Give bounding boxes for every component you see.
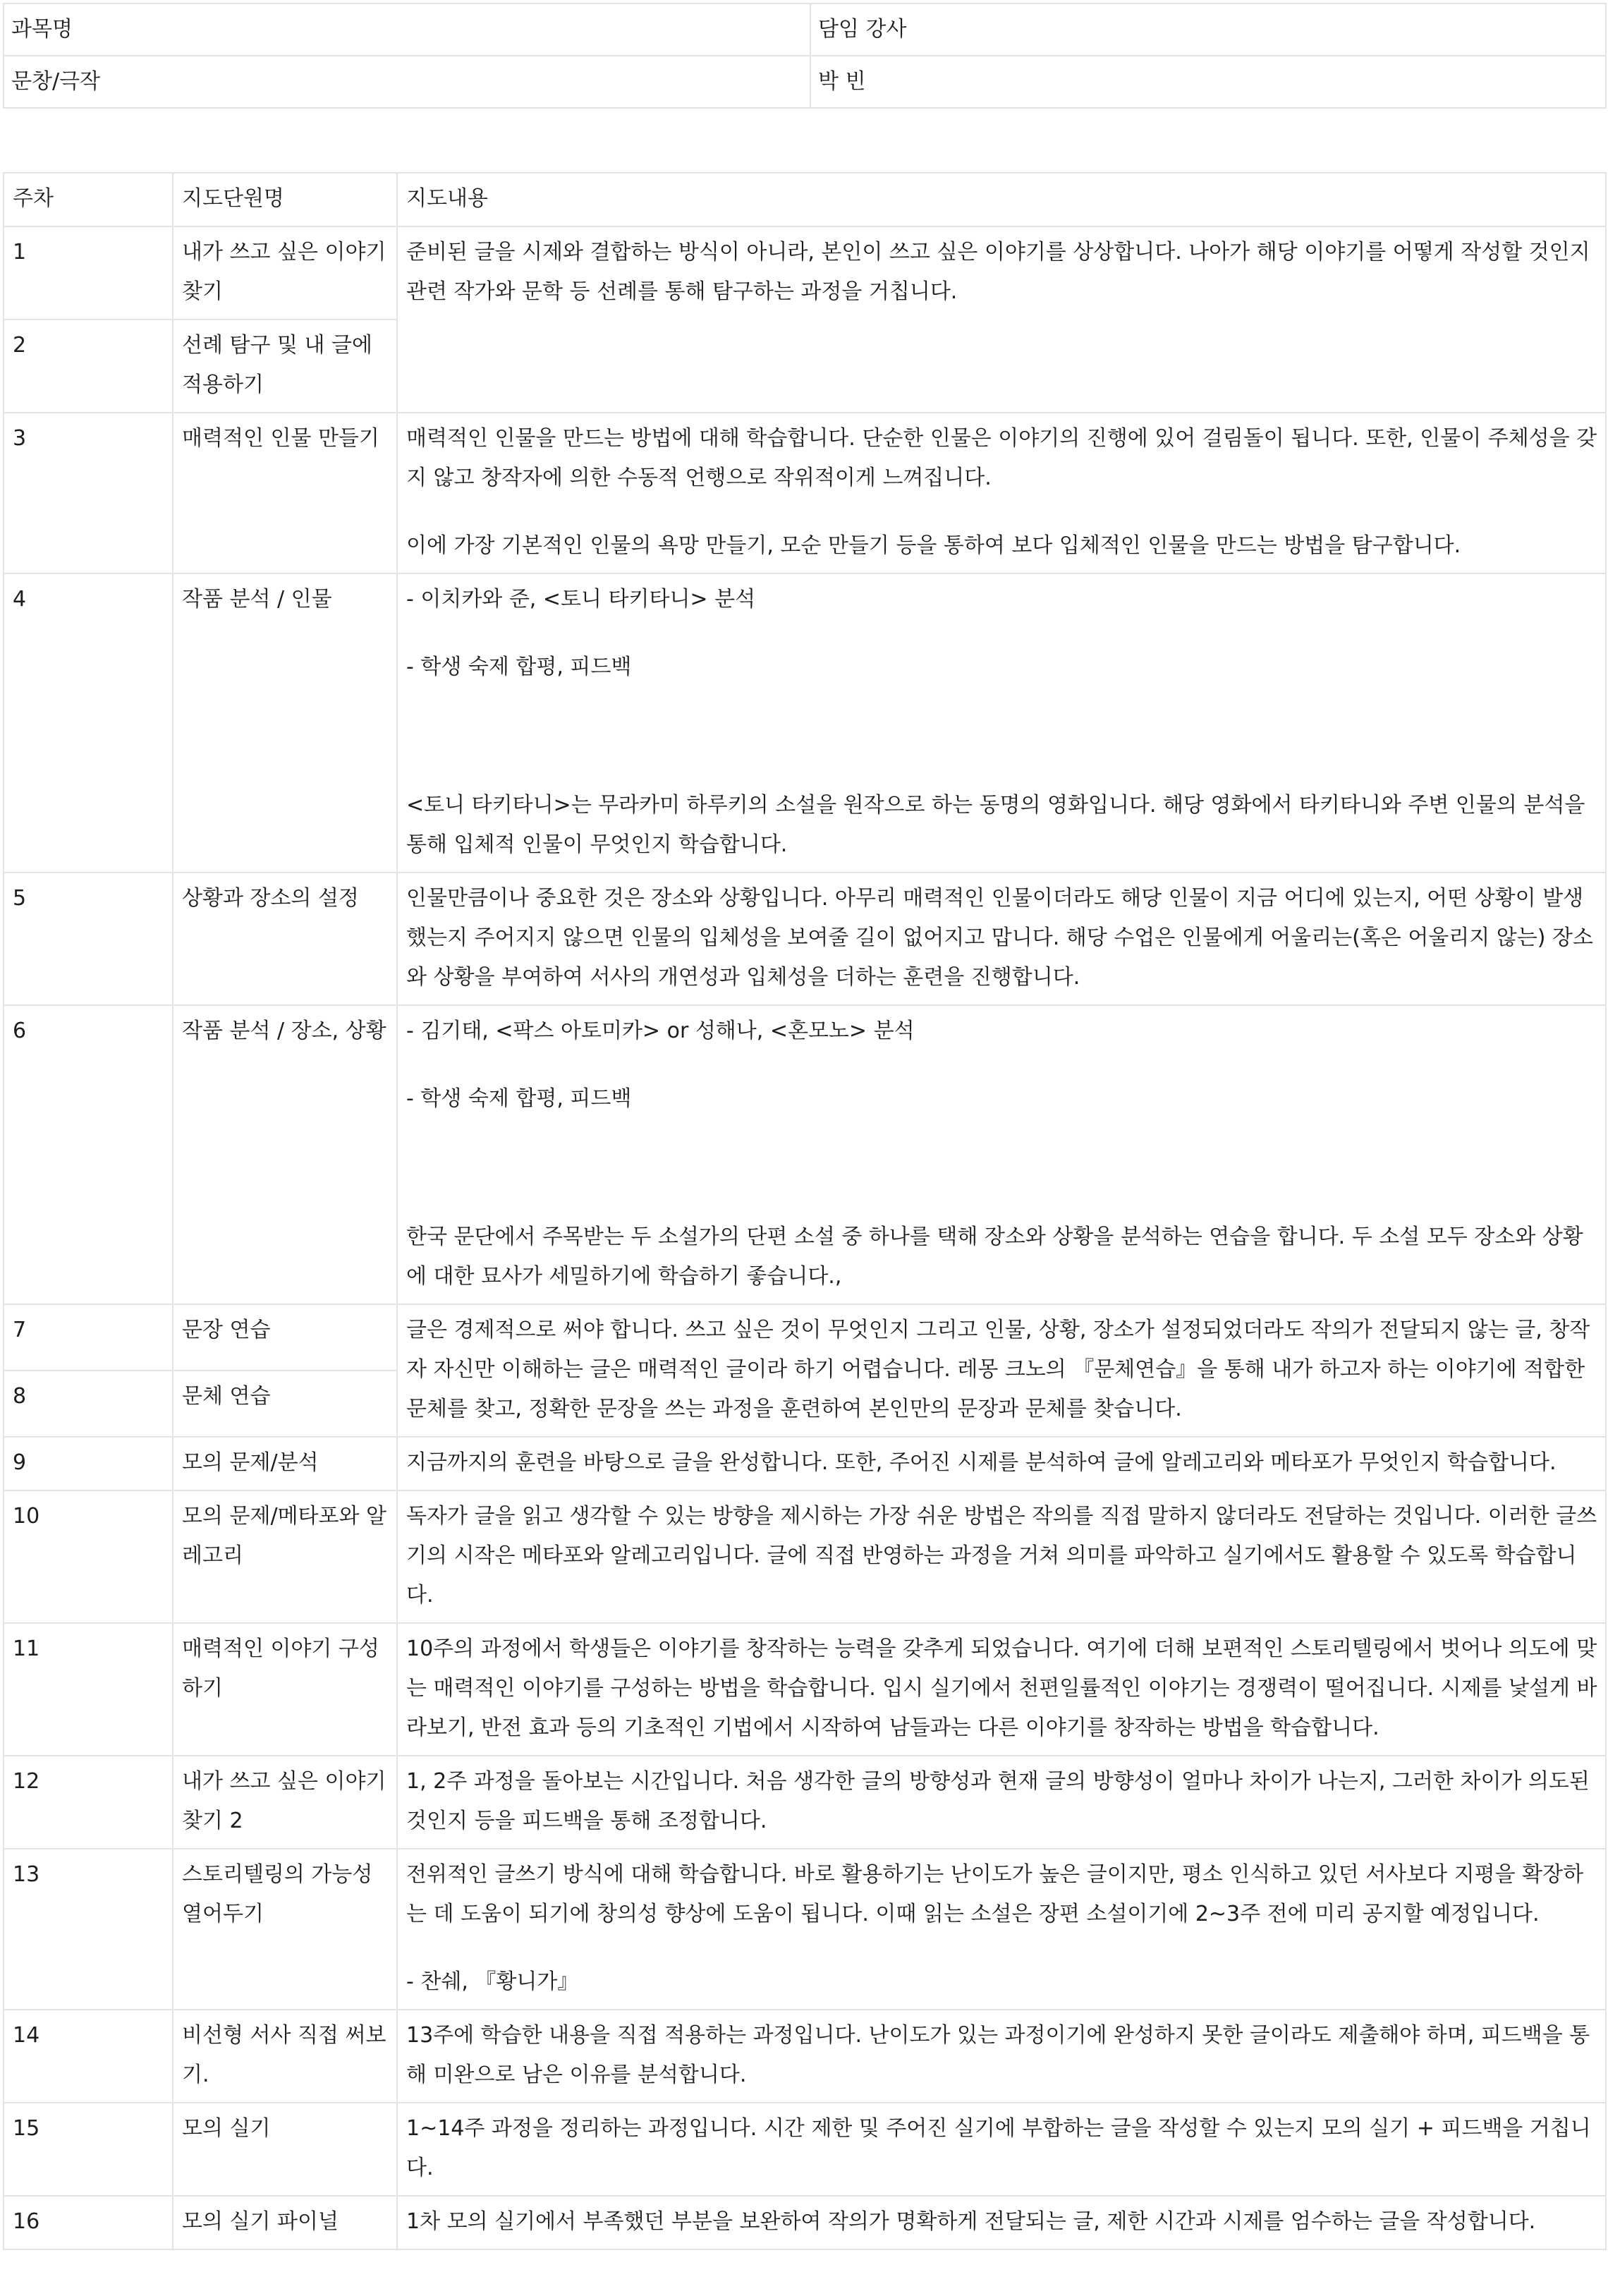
unit-cell: 모의 문제/분석 <box>173 1437 397 1490</box>
content-paragraph: <토니 타키타니>는 무라카미 하루키의 소설을 원작으로 하는 동명의 영화입니다. 해당 영화에서 타키타니와 주변 인물의 분석을 통해 입체적 인물이 무엇인지 학습합니다. <box>406 793 1585 857</box>
content-cell: 1차 모의 실기에서 부족했던 부분을 보완하여 작의가 명확하게 전달되는 글, 제한 시간과 시제를 엄수하는 글을 작성합니다. <box>397 2196 1606 2249</box>
table-row <box>4 1304 1606 1371</box>
content-paragraph: 매력적인 인물을 만드는 방법에 대해 학습합니다. 단순한 인물은 이야기의 진행에 있어 걸림돌이 됩니다. 또한, 인물이 주체성을 갖지 않고 창작자에 의한 수동적 언행으로 작위적이게 느껴집니다. <box>406 426 1597 490</box>
week-cell: 6 <box>4 1005 173 1304</box>
subject-value-cell: 문창/극작 <box>4 56 810 108</box>
week-cell: 15 <box>4 2103 173 2196</box>
unit-column-header: 지도단원명 <box>173 173 397 226</box>
content-cell: 지금까지의 훈련을 바탕으로 글을 완성합니다. 또한, 주어진 시제를 분석하여 글에 알레고리와 메타포가 무엇인지 학습합니다. <box>397 1437 1606 1490</box>
content-cell: 1~14주 과정을 정리하는 과정입니다. 시간 제한 및 주어진 실기에 부합하는 글을 작성할 수 있는지 모의 실기 + 피드백을 거칩니다. <box>397 2103 1606 2196</box>
content-cell <box>397 1849 1606 2010</box>
unit-cell: 스토리텔링의 가능성 열어두기 <box>173 1849 397 2010</box>
unit-cell: 문장 연습 <box>173 1304 397 1371</box>
content-cell: 준비된 글을 시제와 결합하는 방식이 아니라, 본인이 쓰고 싶은 이야기를 상상합니다. 나아가 해당 이야기를 어떻게 작성할 것인지 관련 작가와 문학 등 선례를 통해 탐구하는 과정을 거칩니다. <box>397 226 1606 413</box>
unit-cell: 작품 분석 / 인물 <box>173 573 397 873</box>
unit-cell: 내가 쓰고 싶은 이야기 찾기 <box>173 226 397 320</box>
week-column-header: 주차 <box>4 173 173 226</box>
unit-cell: 문체 연습 <box>173 1371 397 1437</box>
content-list-item: - 찬쉐, 『황니가』 <box>406 1969 579 1994</box>
course-info-value-row <box>4 56 1606 108</box>
content-cell: 인물만큼이나 중요한 것은 장소와 상황입니다. 아무리 매력적인 인물이더라도 해당 인물이 지금 어디에 있는지, 어떤 상황이 발생했는지 주어지지 않으면 인물의 입체성을 보여줄 길이 없어지고 맙니다. 해당 수업은 인물에게 어울리는(혹은 어울리지 않는) 장소와 상황을 부여하여 서사의 개연성과 입체성을 더하는 훈련을 진행합니다. <box>397 873 1606 1005</box>
week-cell: 12 <box>4 1756 173 1849</box>
table-row <box>4 1490 1606 1623</box>
week-cell: 13 <box>4 1849 173 2010</box>
week-cell: 10 <box>4 1490 173 1623</box>
content-list-item: - 학생 숙제 합평, 피드백 <box>406 1086 632 1111</box>
content-cell <box>397 413 1606 573</box>
table-row <box>4 413 1606 573</box>
course-info-header-row <box>4 4 1606 56</box>
content-cell: 1, 2주 과정을 돌아보는 시간입니다. 처음 생각한 글의 방향성과 현재 글의 방향성이 얼마나 차이가 나는지, 그러한 차이가 의도된 것인지 등을 피드백을 통해 조정합니다. <box>397 1756 1606 1849</box>
course-info-table <box>3 3 1607 109</box>
content-cell <box>397 1005 1606 1304</box>
content-cell <box>397 573 1606 873</box>
content-cell: 글은 경제적으로 써야 합니다. 쓰고 싶은 것이 무엇인지 그리고 인물, 상황, 장소가 설정되었더라도 작의가 전달되지 않는 글, 창작자 자신만 이해하는 글은 매력적인 글이라 하기 어렵습니다. 레몽 크노의 『문체연습』을 통해 내가 하고자 하는 이야기에 적합한 문체를 찾고, 정확한 문장을 쓰는 과정을 훈련하여 본인만의 문장과 문체를 찾습니다. <box>397 1304 1606 1437</box>
unit-cell: 작품 분석 / 장소, 상황 <box>173 1005 397 1304</box>
unit-cell: 상황과 장소의 설정 <box>173 873 397 1005</box>
unit-cell: 모의 실기 <box>173 2103 397 2196</box>
subject-header-cell: 과목명 <box>4 4 810 56</box>
content-list-item: - 김기태, <팍스 아토미카> or 성해나, <혼모노> 분석 <box>406 1019 915 1043</box>
week-cell: 1 <box>4 226 173 320</box>
week-cell: 16 <box>4 2196 173 2249</box>
syllabus-header-row <box>4 173 1606 226</box>
instructor-value-cell: 박 빈 <box>810 56 1606 108</box>
unit-cell: 매력적인 인물 만들기 <box>173 413 397 573</box>
content-paragraph: 한국 문단에서 주목받는 두 소설가의 단편 소설 중 하나를 택해 장소와 상황을 분석하는 연습을 합니다. 두 소설 모두 장소와 상황에 대한 묘사가 세밀하기에 학습하기 좋습니다., <box>406 1225 1583 1289</box>
content-cell: 13주에 학습한 내용을 직접 적용하는 과정입니다. 난이도가 있는 과정이기에 완성하지 못한 글이라도 제출해야 하며, 피드백을 통해 미완으로 남은 이유를 분석합니다. <box>397 2010 1606 2103</box>
week-cell: 11 <box>4 1623 173 1756</box>
table-row <box>4 1623 1606 1756</box>
table-row <box>4 1756 1606 1849</box>
unit-cell: 매력적인 이야기 구성하기 <box>173 1623 397 1756</box>
table-row <box>4 573 1606 873</box>
content-list-item: - 학생 숙제 합평, 피드백 <box>406 655 632 679</box>
week-cell: 8 <box>4 1371 173 1437</box>
content-paragraph: 전위적인 글쓰기 방식에 대해 학습합니다. 바로 활용하기는 난이도가 높은 글이지만, 평소 인식하고 있던 서사보다 지평을 확장하는 데 도움이 되기에 창의성 향상에 도움이 됩니다. 이때 읽는 소설은 장편 소설이기에 2~3주 전에 미리 공지할 예정입니다. <box>406 1862 1584 1926</box>
content-cell: 10주의 과정에서 학생들은 이야기를 창작하는 능력을 갖추게 되었습니다. 여기에 더해 보편적인 스토리텔링에서 벗어나 의도에 맞는 매력적인 이야기를 구성하는 방법을 학습합니다. 입시 실기에서 천편일률적인 이야기는 경쟁력이 떨어집니다. 시제를 낯설게 바라보기, 반전 효과 등의 기초적인 기법에서 시작하여 남들과는 다른 이야기를 창작하는 방법을 학습합니다. <box>397 1623 1606 1756</box>
table-row <box>4 1005 1606 1304</box>
table-row <box>4 2010 1606 2103</box>
unit-cell: 내가 쓰고 싶은 이야기 찾기 2 <box>173 1756 397 1849</box>
table-row <box>4 1437 1606 1490</box>
unit-cell: 비선형 서사 직접 써보기. <box>173 2010 397 2103</box>
syllabus-table <box>3 172 1607 2250</box>
content-column-header: 지도내용 <box>397 173 1606 226</box>
table-row <box>4 2196 1606 2249</box>
week-cell: 3 <box>4 413 173 573</box>
content-cell: 독자가 글을 읽고 생각할 수 있는 방향을 제시하는 가장 쉬운 방법은 작의를 직접 말하지 않더라도 전달하는 것입니다. 이러한 글쓰기의 시작은 메타포와 알레고리입니다. 글에 직접 반영하는 과정을 거쳐 의미를 파악하고 실기에서도 활용할 수 있도록 학습합니다. <box>397 1490 1606 1623</box>
content-paragraph: 이에 가장 기본적인 인물의 욕망 만들기, 모순 만들기 등을 통하여 보다 입체적인 인물을 만드는 방법을 탐구합니다. <box>406 533 1461 558</box>
table-row <box>4 226 1606 320</box>
week-cell: 7 <box>4 1304 173 1371</box>
week-cell: 5 <box>4 873 173 1005</box>
week-cell: 4 <box>4 573 173 873</box>
unit-cell: 모의 실기 파이널 <box>173 2196 397 2249</box>
unit-cell: 선례 탐구 및 내 글에 적용하기 <box>173 320 397 413</box>
content-list-item: - 이치카와 준, <토니 타키타니> 분석 <box>406 587 756 612</box>
table-row <box>4 873 1606 1005</box>
instructor-header-cell: 담임 강사 <box>810 4 1606 56</box>
week-cell: 2 <box>4 320 173 413</box>
table-row <box>4 2103 1606 2196</box>
week-cell: 9 <box>4 1437 173 1490</box>
table-row <box>4 1849 1606 2010</box>
week-cell: 14 <box>4 2010 173 2103</box>
unit-cell: 모의 문제/메타포와 알레고리 <box>173 1490 397 1623</box>
